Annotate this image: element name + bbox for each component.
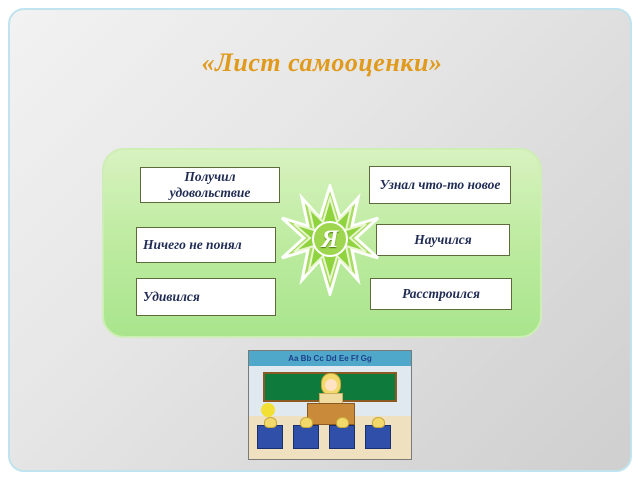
alphabet-strip: Aa Bb Cc Dd Ee Ff Gg: [249, 351, 411, 366]
option-nothing-label: Ничего не понял: [143, 237, 242, 253]
star-center-label: Я: [321, 226, 339, 253]
star-graphic: [280, 184, 380, 296]
option-learned[interactable]: [376, 224, 510, 256]
page-title: «Лист самооценки»: [201, 48, 443, 77]
option-upset-label: Расстроился: [402, 286, 480, 302]
option-nothing[interactable]: [136, 227, 276, 263]
teacher-face: [325, 379, 337, 391]
option-upset[interactable]: [370, 278, 512, 310]
option-learned-new[interactable]: [369, 166, 511, 204]
option-surprised[interactable]: [136, 278, 276, 316]
option-pleasure[interactable]: [140, 167, 280, 203]
pupil-2: [293, 425, 319, 449]
self-assessment-panel: [102, 148, 542, 338]
pupil-4: [365, 425, 391, 449]
classroom-pixel-art: [248, 350, 412, 460]
star-icon: [280, 184, 380, 296]
option-pleasure-label: Получил удовольствие: [169, 169, 251, 200]
slide-canvas: [8, 8, 632, 472]
option-learned-new-label: Узнал что-то новое: [379, 177, 501, 193]
option-learned-label: Научился: [414, 232, 472, 248]
pupil-3: [329, 425, 355, 449]
pupil-1: [257, 425, 283, 449]
option-surprised-label: Удивился: [143, 289, 200, 305]
pacman-icon: [261, 403, 275, 417]
